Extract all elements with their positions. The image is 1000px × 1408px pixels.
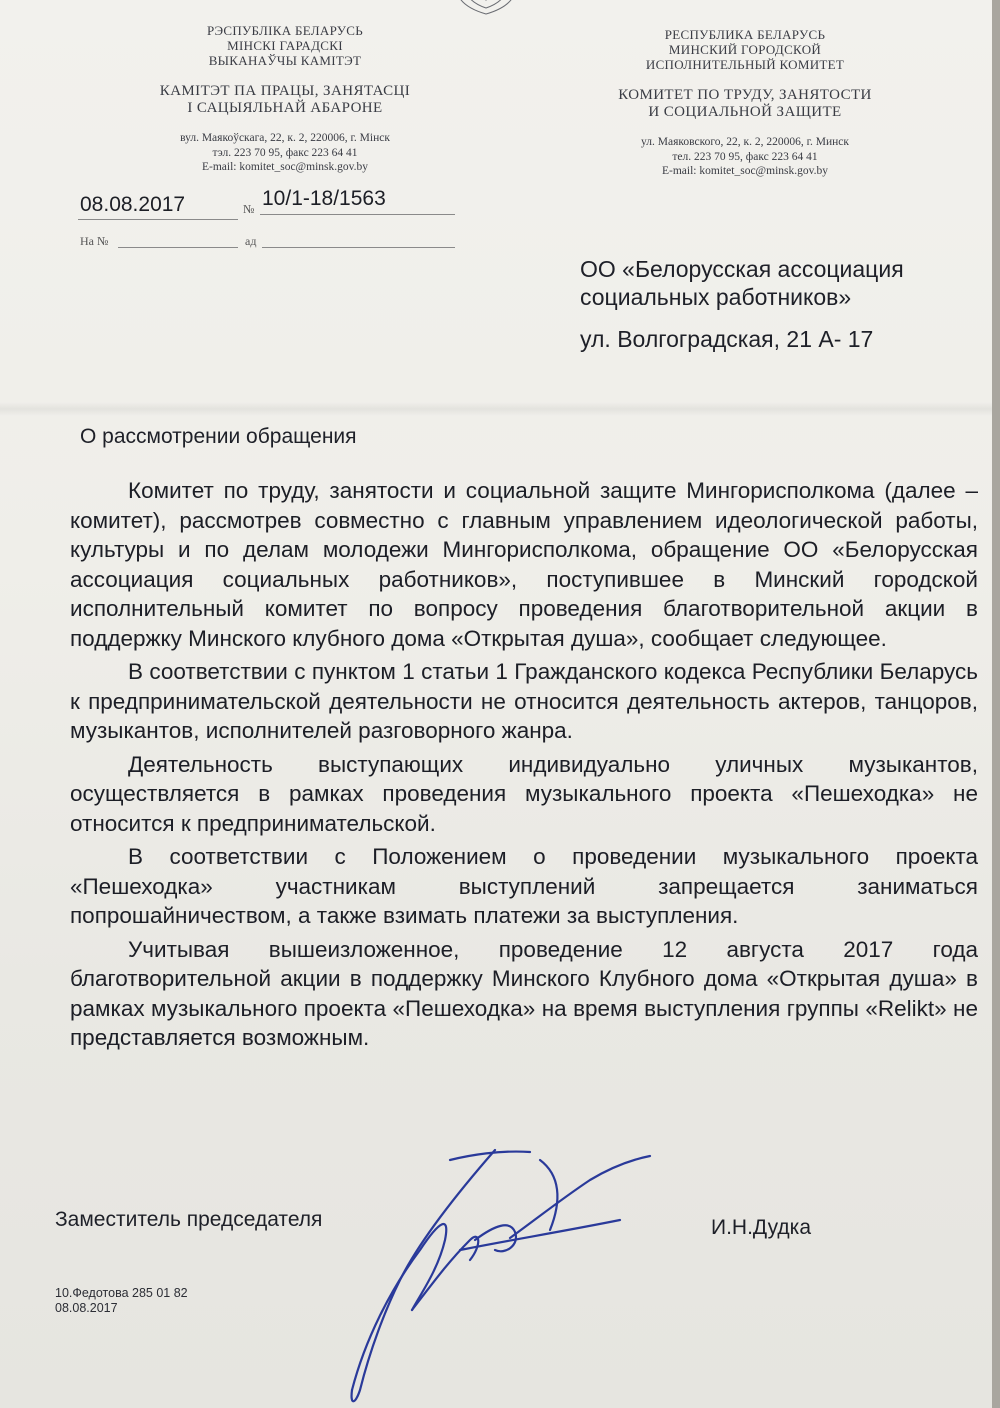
letter-body [70, 476, 978, 1057]
header-right-line1: РЕСПУБЛИКА БЕЛАРУСЬ [664, 27, 826, 42]
header-right-committee2: И СОЦИАЛЬНОЙ ЗАЩИТЕ [648, 104, 842, 121]
header-left-line2: МІНСКІ ГАРАДСКІ [227, 37, 343, 53]
body-paragraph-5: Учитывая вышеизложенное, проведение 12 августа 2017 года благотворительной акции в поддержку Минского Клубного дома «Открытая душа» в рамках музыкального проекта «Пешеходка» на время выступления группы «Relikt» не представляется возможным. [70, 936, 978, 1050]
body-paragraph-1: Комитет по труду, занятости и социальной защите Мингорисполкома (далее – комитет), рассмотрев совместно с главным управлением идеологической работы, культуры и по делам молодежи Мингорисполкома, обращение ОО «Белорусская ассоциация социальных работников», поступившее в Минский городской исполнительный комитет по вопросу проведения благотворительной акции в поддержку Минского клубного дома «Открытая душа», сообщает следующее. [70, 478, 978, 651]
header-left [120, 24, 450, 174]
registration-date-line [78, 219, 238, 220]
executor-note [55, 1286, 188, 1316]
executor-name-phone: 10.Федотова 285 01 82 [55, 1286, 188, 1300]
reference-date-label: ад [245, 234, 257, 248]
executor-date: 08.08.2017 [55, 1301, 118, 1315]
registration-date: 08.08.2017 [80, 193, 186, 216]
paper-fold [0, 402, 992, 416]
signatory-name: И.Н.Дудка [711, 1216, 811, 1239]
header-right [580, 28, 910, 178]
letter-subject: О рассмотрении обращения [80, 425, 357, 448]
body-paragraph-4: В соответствии с Положением о проведении музыкального проекта «Пешеходка» участникам выступлений запрещается заниматься попрошайничеством, а также взимать платежи за выступления. [70, 844, 978, 928]
header-right-address2: тел. 223 70 95, факс 223 64 41 [672, 150, 818, 163]
header-left-line3: ВЫКАНАЎЧЫ КАМІТЭТ [208, 52, 362, 68]
handwritten-signature [300, 1120, 720, 1408]
body-paragraph-3: Деятельность выступающих индивидуально уличных музыкантов, осуществляется в рамках проведения музыкального проекта «Пешеходка» не относится к предпринимательской. [70, 751, 978, 836]
reference-date-line [262, 247, 455, 248]
addressee-line1: ОО «Белорусская ассоциация [580, 256, 904, 282]
header-left-committee2: І САЦЫЯЛЬНАЙ АБАРОНЕ [187, 100, 383, 117]
registration-number-line [260, 214, 455, 215]
header-right-email: E-mail: komitet_soc@minsk.gov.by [661, 165, 829, 178]
addressee [580, 255, 904, 311]
header-left-line1: РЭСПУБЛІКА БЕЛАРУСЬ [206, 23, 364, 38]
reference-number-label: На № [80, 234, 109, 248]
header-right-committee1: КОМИТЕТ ПО ТРУДУ, ЗАНЯТОСТИ [618, 86, 872, 103]
state-emblem-icon [450, 0, 522, 16]
header-left-address1: вул. Маякоўскага, 22, к. 2, 220006, г. Мінск [180, 132, 390, 145]
header-right-address1: ул. Маяковского, 22, к. 2, 220006, г. Минск [641, 136, 849, 149]
header-right-line3: ИСПОЛНИТЕЛЬНЫЙ КОМИТЕТ [645, 56, 845, 72]
body-paragraph-2: В соответствии с пунктом 1 статьи 1 Гражданского кодекса Республики Беларусь к предпринимательской деятельности не относится деятельность актеров, танцоров, музыкантов, исполнителей разговорного жанра. [70, 659, 978, 743]
addressee-street: ул. Волгоградская, 21 А- 17 [580, 326, 874, 352]
registration-number-sign: № [243, 202, 255, 216]
registration-number: 10/1-18/1563 [262, 187, 386, 210]
header-left-committee1: КАМІТЭТ ПА ПРАЦЫ, ЗАНЯТАСЦІ [159, 82, 411, 99]
background-edge [992, 0, 1000, 1408]
header-left-email: E-mail: komitet_soc@minsk.gov.by [201, 161, 369, 174]
reference-number-line [118, 247, 238, 248]
header-left-address2: тэл. 223 70 95, факс 223 64 41 [212, 146, 358, 159]
signatory-role: Заместитель председателя [55, 1208, 323, 1231]
header-right-line2: МИНСКИЙ ГОРОДСКОЙ [668, 41, 822, 57]
addressee-line2: социальных работников» [580, 284, 852, 311]
